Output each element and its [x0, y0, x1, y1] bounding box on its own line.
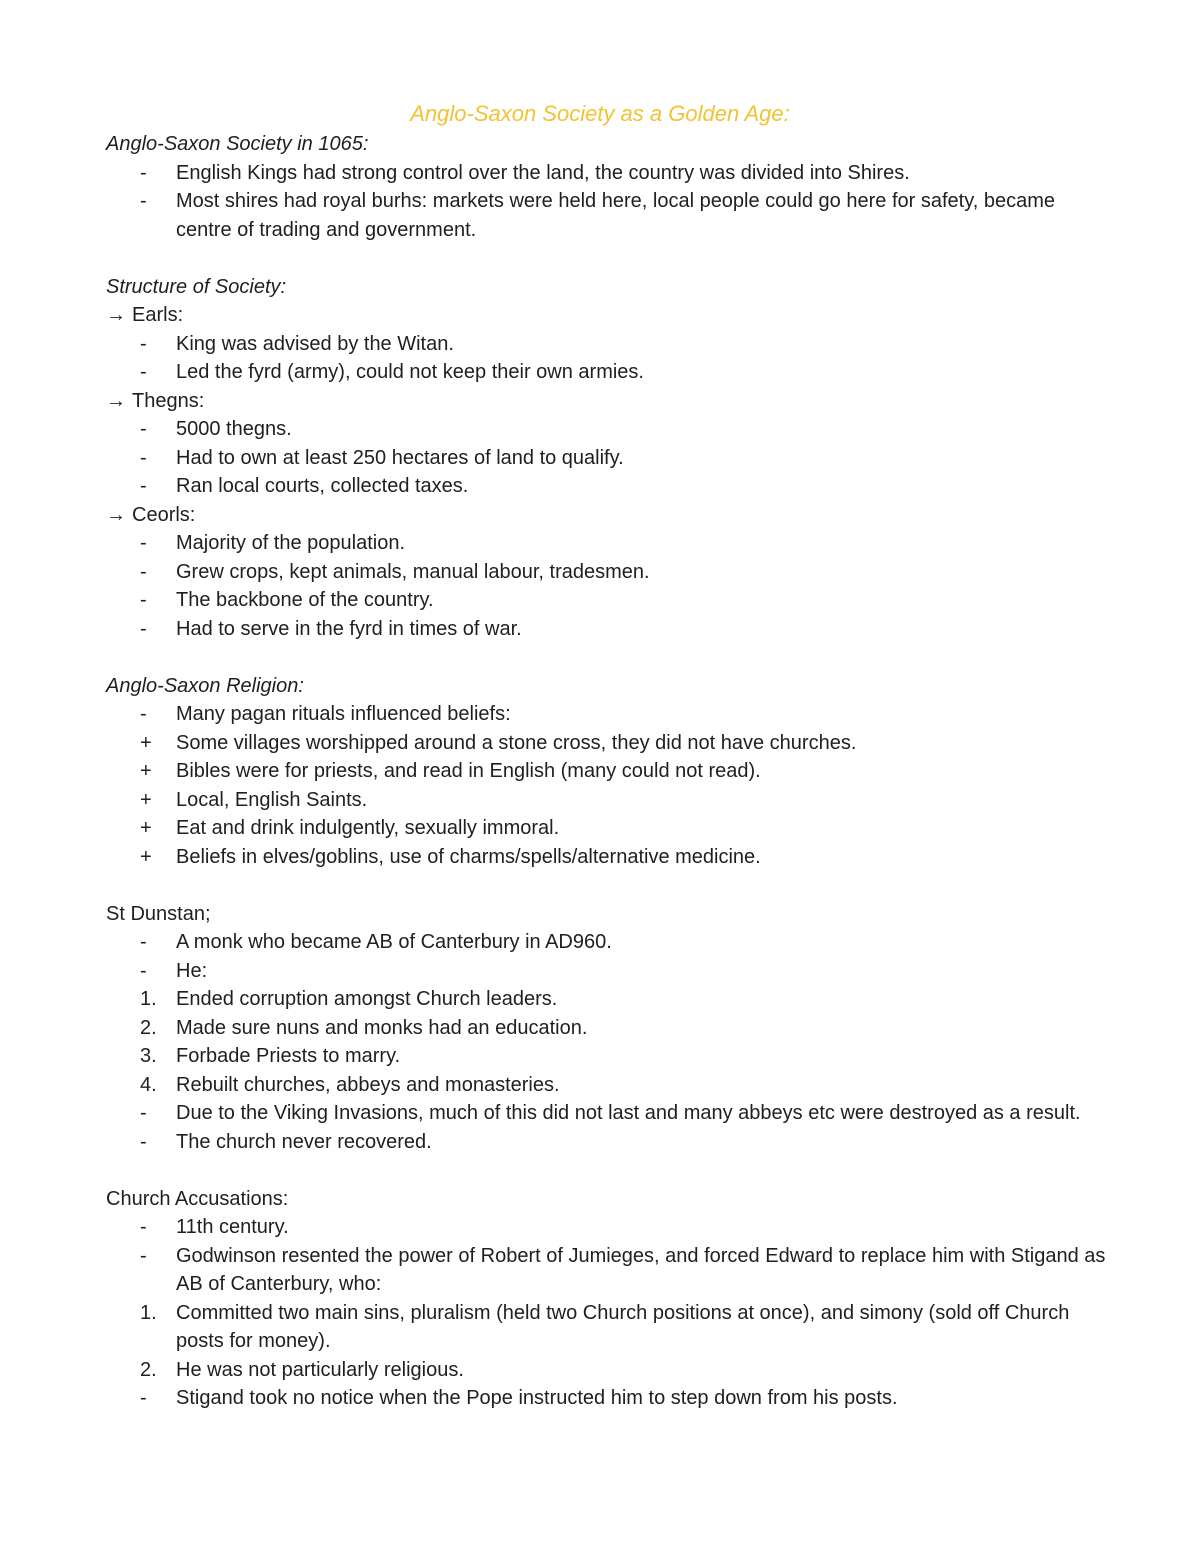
list-item: - Majority of the population. [140, 532, 406, 554]
list-item: 4. Rebuilt churches, abbeys and monasteries. [140, 1073, 560, 1096]
list-item: - Stigand took no notice when the Pope instructed him to step down from his posts. [140, 1387, 898, 1409]
list-item: - 11th century. [140, 1216, 289, 1238]
list-item: - 5000 thegns. [140, 418, 292, 440]
list-item: - A monk who became AB of Canterbury in AD960. [140, 931, 612, 953]
list-item: + Bibles were for priests, and read in English (many could not read). [140, 760, 761, 782]
arrow-icon: → [106, 389, 126, 412]
list-item: - Ran local courts, collected taxes. [140, 475, 469, 497]
subheading-earls: → Earls: [106, 304, 184, 326]
list-item: + Beliefs in elves/goblins, use of charms/spells/alternative medicine. [140, 845, 761, 868]
document-title: Anglo-Saxon Society as a Golden Age: [410, 101, 790, 126]
list-item: - He: [140, 959, 208, 982]
list-item: 1. Ended corruption amongst Church leaders. [140, 988, 558, 1010]
subheading-thegns: → Thegns: [106, 389, 205, 412]
document-body [106, 130, 1106, 1413]
list-item: - The backbone of the country. [140, 589, 434, 611]
list-item: - Led the fyrd (army), could not keep their own armies. [140, 361, 644, 383]
list-item: - Due to the Viking Invasions, much of this did not last and many abbeys etc were destroyed as a result. [140, 1102, 1081, 1124]
subheading-ceorls: → Ceorls: [106, 503, 196, 526]
list-item: - Had to own at least 250 hectares of land to qualify. [140, 446, 624, 469]
list-item: - Many pagan rituals influenced beliefs: [140, 703, 511, 725]
list-item: 3. Forbade Priests to marry. [140, 1045, 401, 1067]
list-item: + Some villages worshipped around a stone cross, they did not have churches. [140, 731, 857, 754]
section-heading-st-dunstan: St Dunstan; [106, 902, 211, 925]
list-item: - King was advised by the Witan. [140, 332, 454, 355]
list-item: + Local, English Saints. [140, 788, 368, 811]
section-heading-structure: Structure of Society: [106, 275, 287, 298]
list-item: - English Kings had strong control over the land, the country was divided into Shires. [140, 161, 910, 184]
list-item: 2. Made sure nuns and monks had an education. [140, 1016, 588, 1039]
section-heading-religion: Anglo-Saxon Religion: [106, 674, 304, 697]
section-heading-society-1065: Anglo-Saxon Society in 1065: [106, 133, 369, 155]
list-item: + Eat and drink indulgently, sexually immoral. [140, 817, 560, 839]
section-heading-church-accusations: Church Accusations: [106, 1187, 289, 1210]
list-item: - The church never recovered. [140, 1130, 432, 1153]
list-item: - Grew crops, kept animals, manual labour, tradesmen. [140, 560, 650, 583]
arrow-icon: → [106, 503, 126, 526]
list-item: 2. He was not particularly religious. [140, 1358, 464, 1381]
arrow-icon: → [106, 304, 126, 326]
list-item: - Most shires had royal burhs: markets were held here, local people could go here for safety, became centre of trading and government. [140, 190, 1055, 241]
list-item: - Had to serve in the fyrd in times of war. [140, 617, 522, 640]
list-item: 1. Committed two main sins, pluralism (held two Church positions at once), and simony (sold off Church posts for money). [140, 1301, 1070, 1352]
list-item: - Godwinson resented the power of Robert of Jumieges, and forced Edward to replace him with Stigand as AB of Canterbury, who: [140, 1244, 1106, 1295]
